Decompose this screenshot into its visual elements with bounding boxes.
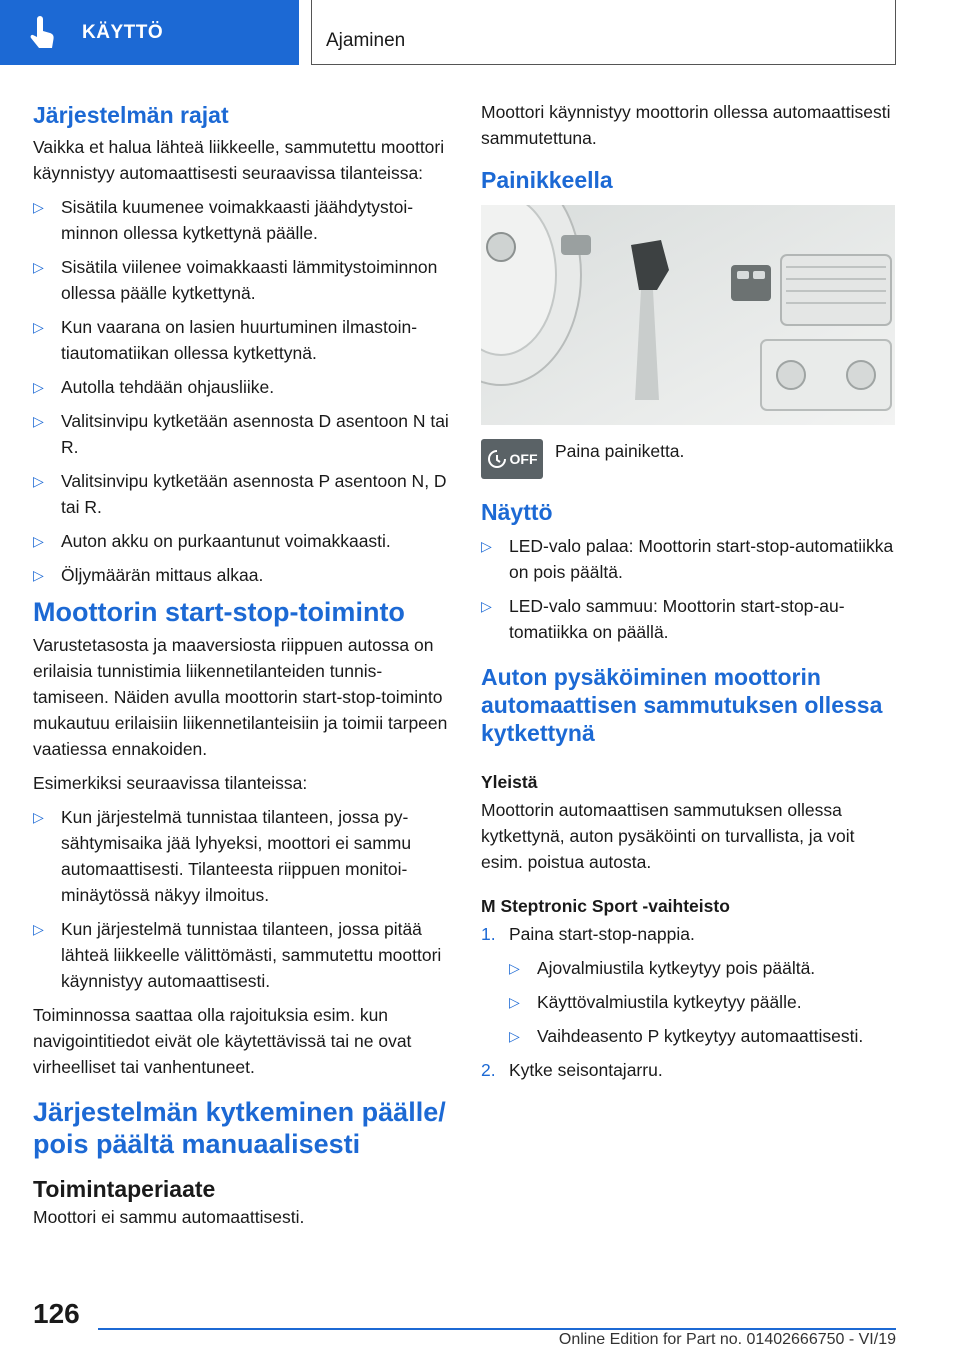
paragraph-continuation: Moottori käynnistyy moottorin ollessa automaattisesti sammutettuna. <box>481 102 891 148</box>
footer-edition: Online Edition for Part no. 01402666750 - VI/19 <box>558 1331 896 1348</box>
heading-general: Yleistä <box>481 772 538 792</box>
bullet-triangle-icon: ▷ <box>481 538 492 554</box>
dashboard-photo <box>481 205 895 425</box>
heading-parking: Auton pysäköiminen moottorin automaattisen sammutuksen ollessa kytkettynä <box>481 664 883 746</box>
list-item: ▷ LED-valo palaa: Moottorin start-stop-automatiikka on pois päältä. <box>481 533 897 585</box>
paragraph-examples: Esimerkiksi seuraavissa tilanteissa: <box>33 773 308 793</box>
hand-pointer-icon <box>20 10 66 56</box>
paragraph-general: Moottorin automaattisen sammutuksen ollessa kytkettynä, auton pysäköinti on turvallista, ja voit esim. poistua autosta. <box>481 800 855 872</box>
heading-button: Painikkeella <box>481 167 613 193</box>
paragraph-press: Paina painiketta. <box>555 441 685 461</box>
bullet-triangle-icon: ▷ <box>33 567 44 583</box>
list-item: ▷ Vaihdeasento P kytkeytyy automaattisesti. <box>509 1023 897 1049</box>
step-sublist <box>509 955 897 1049</box>
heading-principle: Toimintaperiaate <box>33 1176 216 1202</box>
list-item: ▷ Käyttövalmiustila kytkeytyy päälle. <box>509 989 897 1015</box>
list-item: ▷ Autolla tehdään ohjausliike. <box>33 374 449 400</box>
list-item: ▷ Öljymäärän mittaus alkaa. <box>33 562 449 588</box>
bullet-triangle-icon: ▷ <box>509 1028 520 1044</box>
heading-limits: Järjestelmän rajat <box>33 102 229 128</box>
paragraph-startstop: Varustetasosta ja maaversiosta riippuen autossa on erilaisia tunnistimia liikennetilanteiden tunnistamiseen. Näiden avulla moottorin start-stop-toiminto mukautuu erilaisiin liikennetilanteisiin ja toimii tarpeen vaatiessa ennakoiden. <box>33 635 448 759</box>
list-item: ▷ Sisätila kuumenee voimakkaasti jäähdytystoiminnon ollessa kytkettynä päälle. <box>33 194 449 246</box>
section-label: KÄYTTÖ <box>82 21 164 43</box>
paragraph-limitations: Toiminnossa saattaa olla rajoituksia esim. kun navigointitiedot eivät ole käytettävissä tai ne ovat virheelliset tai vanhentuneet. <box>33 1005 412 1077</box>
bullet-triangle-icon: ▷ <box>509 960 520 976</box>
list-item: ▷ Kun järjestelmä tunnistaa tilanteen, jossa pysähtymisaika jää lyhyeksi, moottori ei sammu automaattisesti. Tilanteesta riippuen monitoiminäytössä näkyy ilmoitus. <box>33 804 449 908</box>
auto-start-stop-off-icon <box>481 439 543 479</box>
examples-list <box>33 804 449 994</box>
bullet-triangle-icon: ▷ <box>509 994 520 1010</box>
chapter-title: Ajaminen <box>326 30 406 51</box>
bullet-triangle-icon: ▷ <box>33 259 44 275</box>
bullet-triangle-icon: ▷ <box>33 319 44 335</box>
list-item: ▷ Kun järjestelmä tunnistaa tilanteen, jossa pitää lähteä liikkeelle välittömästi, sammutettu moottori käynnistyy automaattisesti. <box>33 916 449 994</box>
display-list <box>481 533 897 645</box>
limits-list <box>33 194 449 588</box>
bullet-triangle-icon: ▷ <box>33 921 44 937</box>
heading-steptronic: M Steptronic Sport -vaihteisto <box>481 896 730 916</box>
list-item: ▷ Ajovalmiustila kytkeytyy pois päältä. <box>509 955 897 981</box>
step-item: 2. Kytke seisontajarru. <box>481 1060 663 1080</box>
heading-manual: Järjestelmän kytkeminen päälle/ pois päältä manuaalisesti <box>33 1097 446 1159</box>
button-instruction <box>481 439 897 479</box>
list-item: ▷ Valitsinvipu kytketään asennosta D asentoon N tai R. <box>33 408 449 460</box>
left-column <box>33 100 449 1238</box>
list-item: ▷ LED-valo sammuu: Moottorin start-stop-automatiikka on päällä. <box>481 593 897 645</box>
list-item: ▷ Sisätila viilenee voimakkaasti lämmitystoiminnon ollessa päälle kytkettynä. <box>33 254 449 306</box>
heading-startstop: Moottorin start-stop-toiminto <box>33 597 405 627</box>
paragraph-limits: Vaikka et halua lähteä liikkeelle, sammutettu moottori käynnistyy automaattisesti seuraavissa tilanteissa: <box>33 137 445 183</box>
footer-divider <box>98 1328 896 1330</box>
page-number: 126 <box>33 1298 80 1329</box>
off-label: OFF <box>509 451 538 467</box>
chapter-header <box>311 0 896 65</box>
paragraph-principle: Moottori ei sammu automaattisesti. <box>33 1207 305 1227</box>
bullet-triangle-icon: ▷ <box>33 413 44 429</box>
right-column <box>481 99 897 1091</box>
bullet-triangle-icon: ▷ <box>33 533 44 549</box>
list-item: ▷ Auton akku on purkaantunut voimakkaasti. <box>33 528 449 554</box>
list-item: ▷ Kun vaarana on lasien huurtuminen ilmastointiautomatiikan ollessa kytkettynä. <box>33 314 449 366</box>
bullet-triangle-icon: ▷ <box>33 473 44 489</box>
section-tab <box>0 0 299 65</box>
step-item: 1. Paina start-stop-nappia. ▷ Ajovalmiustila kytkeytyy pois päältä. ▷ Käyttövalmiustila kytkeytyy päälle. ▷ Vaihdeasento P kytkeytyy automaattisesti. <box>481 921 897 1049</box>
bullet-triangle-icon: ▷ <box>33 379 44 395</box>
steps-list <box>481 921 897 1083</box>
bullet-triangle-icon: ▷ <box>33 809 44 825</box>
bullet-triangle-icon: ▷ <box>33 199 44 215</box>
bullet-triangle-icon: ▷ <box>481 598 492 614</box>
list-item: ▷ Valitsinvipu kytketään asennosta P asentoon N, D tai R. <box>33 468 449 520</box>
heading-display: Näyttö <box>481 499 553 525</box>
